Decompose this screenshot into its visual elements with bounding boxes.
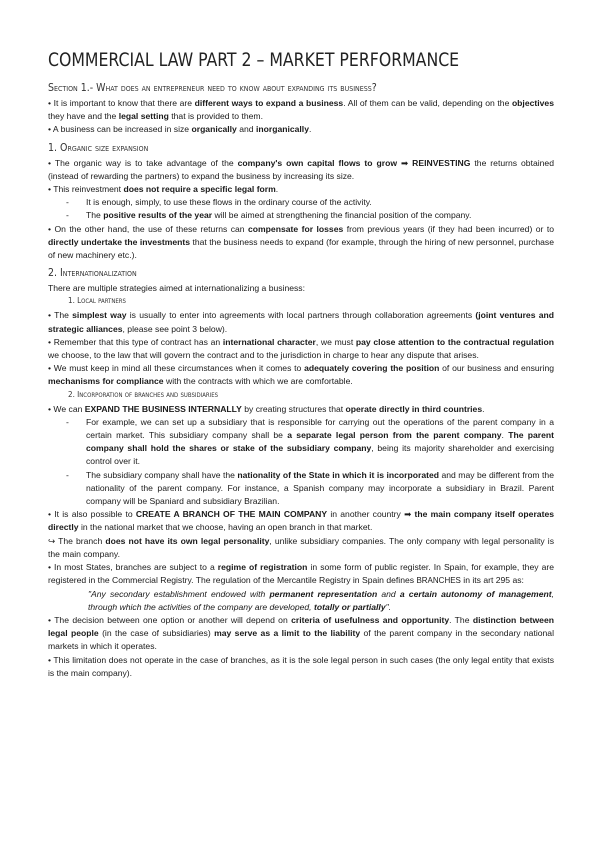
paragraph: • On the other hand, the use of these returns can compensate for losses from previous years (if they had been incurred) or to directly undertake the investments that the business needs to expand (for example, through the hiring of new personnel, purchase of new machinery etc.). (48, 223, 555, 261)
paragraph: • This reinvestment does not require a specific legal form. (48, 184, 279, 195)
paragraph: ↪ The branch does not have its own legal personality, unlike subsidiary companies. The only company with legal personality is the main company. (48, 535, 554, 559)
document-title: COMMERCIAL LAW PART 2 – MARKET PERFORMANCE (48, 49, 460, 71)
paragraph: • Remember that this type of contract has an international character, we must pay close attention to the contractual regulation we choose, to the law that will govern the contract and to the jurisdiction in charge to hear any dispute that arises. (48, 336, 554, 361)
paragraph: • A business can be increased in size organically and inorganically. (48, 124, 312, 135)
paragraph: • The decision between one option or another will depend on criteria of usefulness and opportunity. The distinction between legal people (in the case of subsidiaries) may serve as a limit to the liability of the parent company in the secondary national markets in which it operates. (48, 614, 554, 652)
paragraph: There are multiple strategies aimed at internationalizing a business: (48, 283, 305, 294)
dash-item: - The positive results of the year will be aimed at strengthening the financial position of the company. (48, 209, 554, 222)
quote: "Any secondary establishment endowed with permanent representation and a certain autonomy of management, through which the activities of the company are developed, totally or partially". (88, 588, 554, 612)
document-page (48, 48, 554, 680)
paragraph: • We can EXPAND THE BUSINESS INTERNALLY by creating structures that operate directly in third countries. (48, 403, 485, 414)
dash-item: - It is enough, simply, to use these flows in the ordinary course of the activity. (48, 196, 554, 209)
paragraph: • It is important to know that there are different ways to expand a business. All of them can be valid, depending on the objectives they have and the legal setting that is provided to them. (48, 98, 554, 122)
local-partners-heading: 1. Local partners (68, 296, 126, 306)
internationalization-heading: 2. Internationalization (48, 267, 137, 280)
paragraph: • We must keep in mind all these circumstances when it comes to adequately covering the position of our business and ensuring mechanisms for compliance with the contracts with which we are comfortable. (48, 363, 555, 387)
section-1-heading: Section 1.- What does an entrepreneur need to know about expanding its business? (48, 82, 377, 94)
paragraph: • It is also possible to CREATE A BRANCH OF THE MAIN COMPANY in another country ➡ the main company itself operates directly in the national market that we choose, having an open branch in that market. (48, 509, 555, 533)
dash-item: - The subsidiary company shall have the nationality of the State in which it is incorporated and may be different from the nationality of the parent company. For instance, a Spanish company may incorporate a subsidiary in Brazil. Parent company will be Spaniard and subsidiary Brazilian. (48, 469, 554, 509)
branches-subsidiaries-heading: 2. Incorporation of branches and subsidiaries (68, 389, 219, 399)
organic-heading: 1. Organic size expansion (48, 141, 149, 154)
paragraph: • This limitation does not operate in the case of branches, as it is the sole legal person in such cases (the only legal entity that exists is the main company). (48, 654, 554, 678)
paragraph: • In most States, branches are subject to a regime of registration in some form of public register. In Spain, for example, they are registered in the Commercial Registry. The regulation of the Mercantile Registry in Spain defines BRANCHES in its art 295 as: (48, 562, 554, 586)
paragraph: • The simplest way is usually to enter into agreements with local partners through collaboration agreements (joint ventures and strategic alliances, please see point 3 below). (48, 310, 554, 334)
dash-item: - For example, we can set up a subsidiary that is responsible for carrying out the operations of the parent company in a certain market. This subsidiary company shall be a separate legal person from the parent company. The parent company shall hold the shares or stake of the subsidiary company, being its majority shareholder and exercising control over it. (48, 416, 554, 469)
paragraph: • The organic way is to take advantage of the company's own capital flows to grow ➡ REINVESTING the returns obtained (instead of rewarding the partners) to expand the business by increasing its size. (48, 157, 554, 181)
